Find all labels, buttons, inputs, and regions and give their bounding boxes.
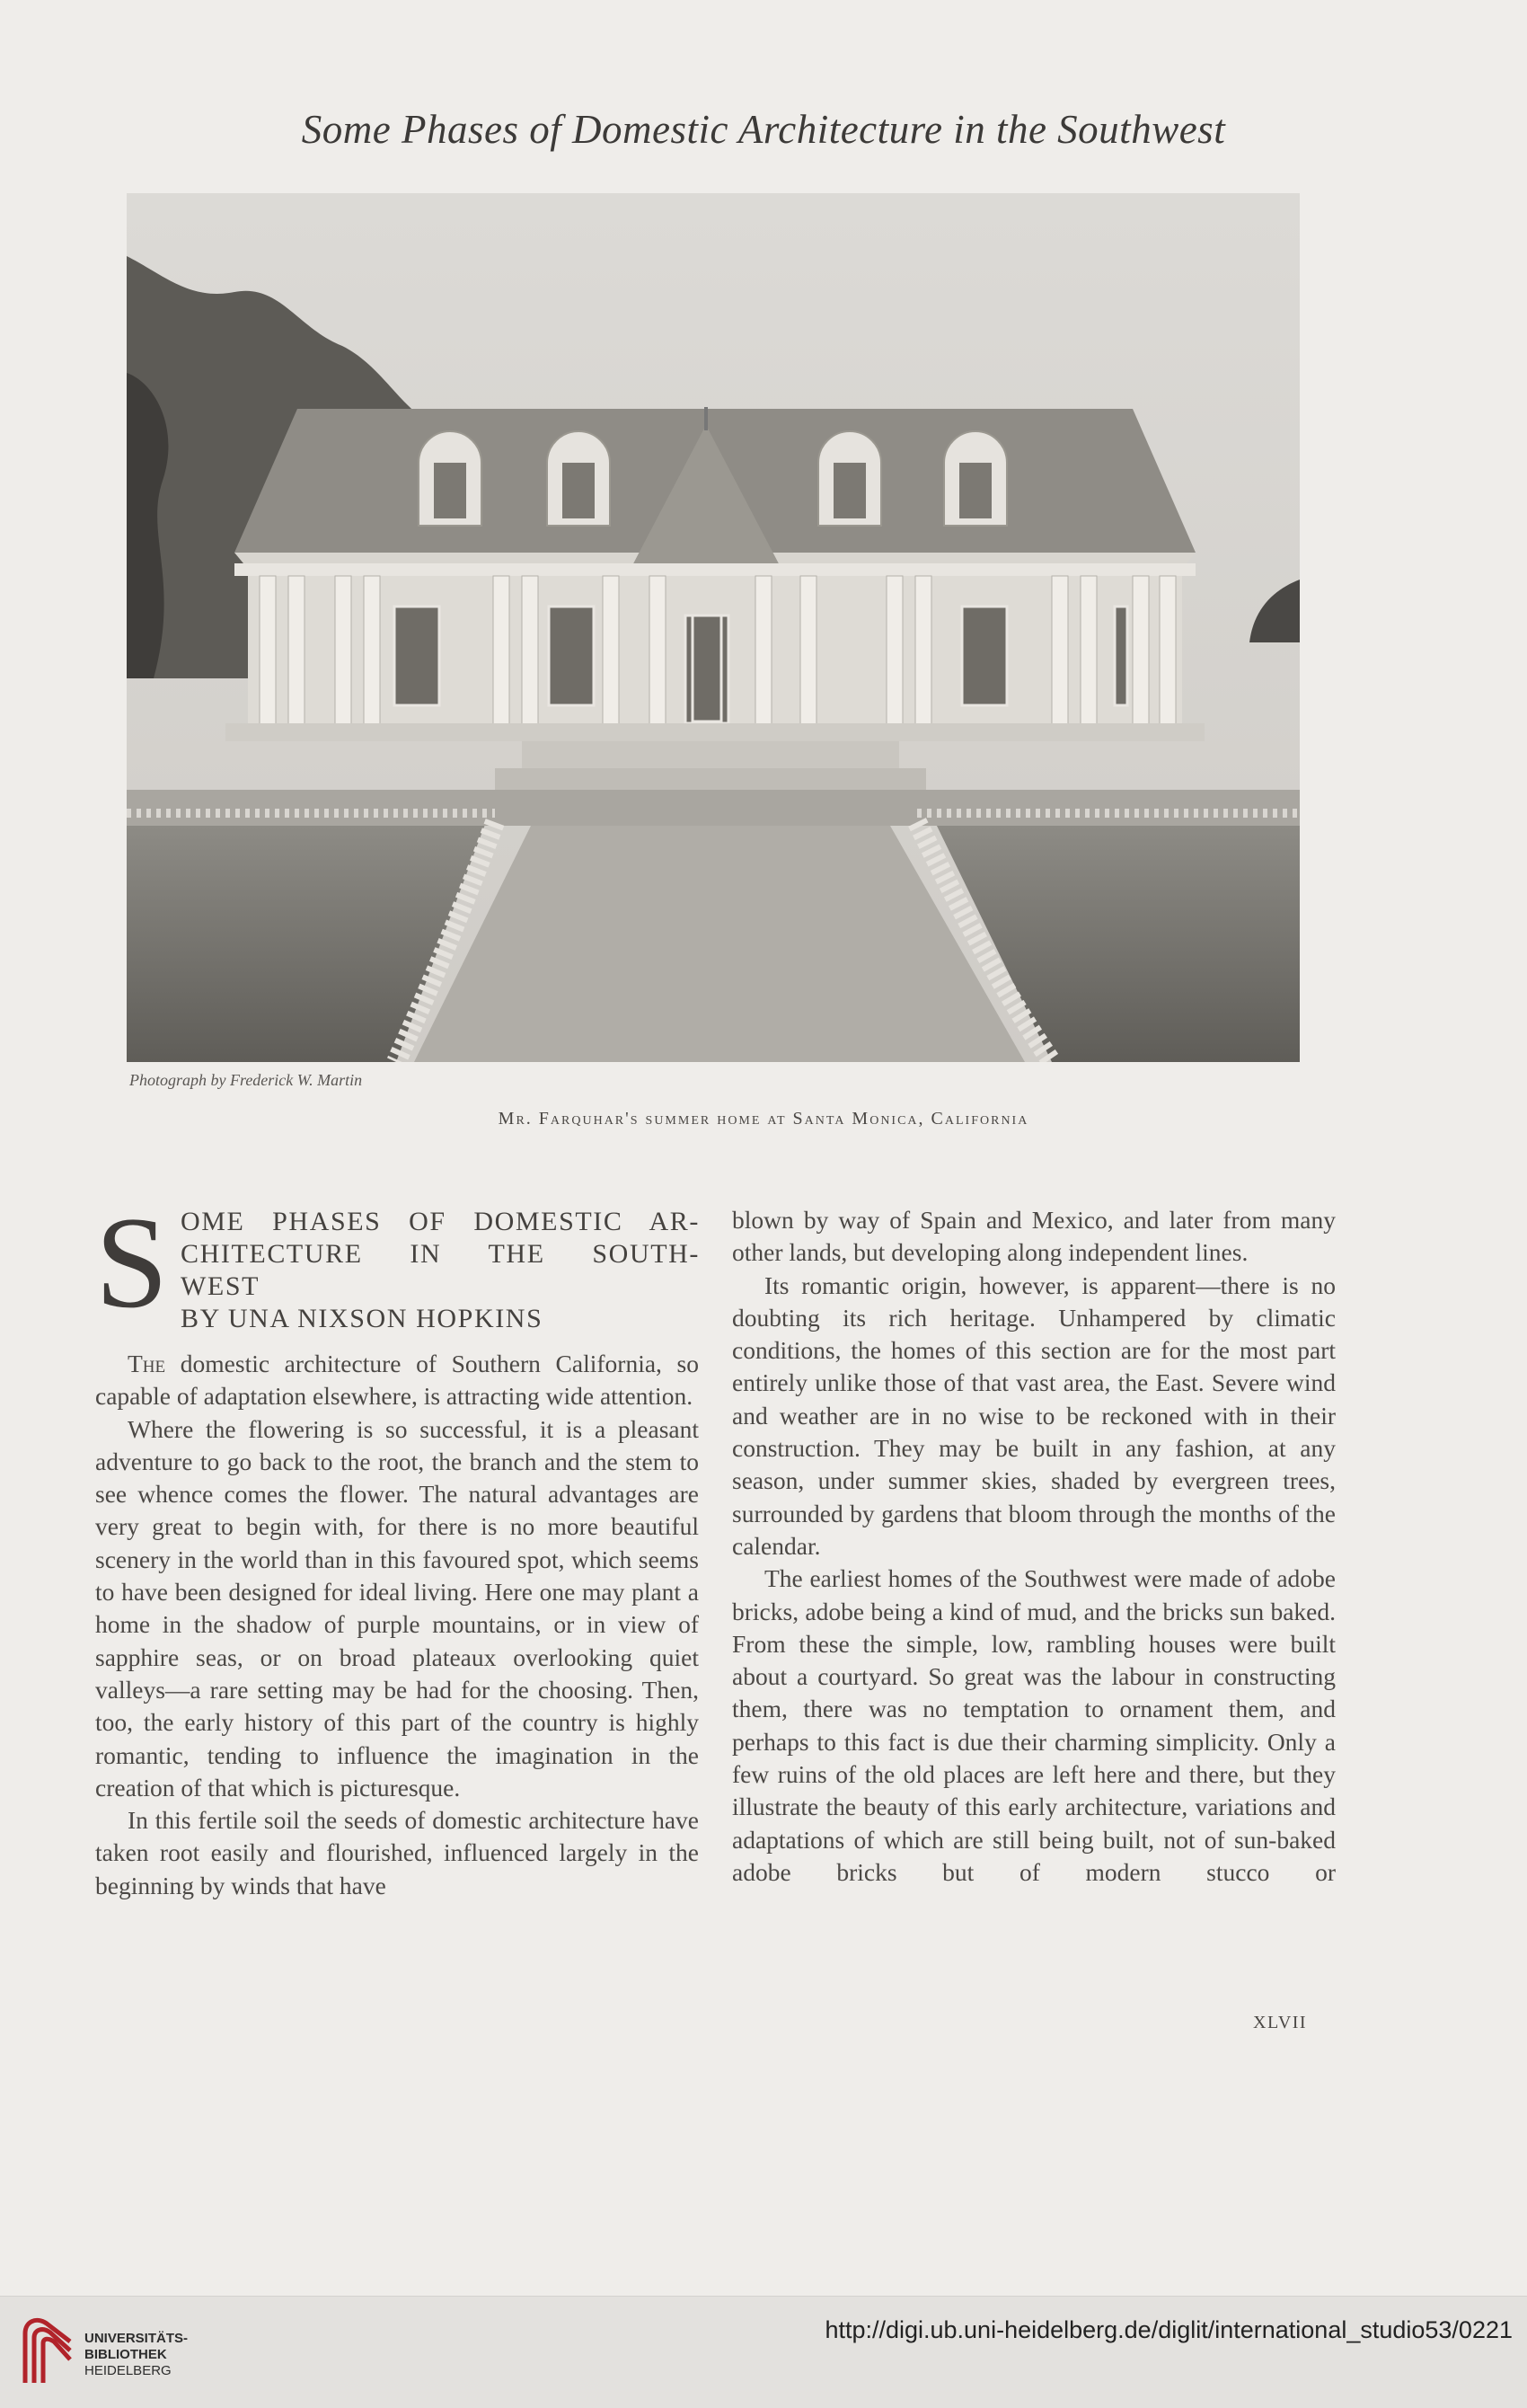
house-photograph: [127, 193, 1300, 1062]
title-lines: [181, 1206, 700, 1335]
drop-cap: S: [95, 1190, 169, 1335]
paragraph: Its romantic origin, however, is apparent—there is no doubting its rich heritage. Unhampered by climatic conditions, the homes of this section are for the most part entirely unlike those of that vast area, the East. Severe wind and weather are in no wise to be reckoned with in their construction. They may be built in any fashion, at any season, under summer skies, shaded by evergreen trees, surrounded by gardens that bloom through the months of the calendar.: [732, 1270, 1336, 1560]
source-url-link[interactable]: http://digi.ub.uni-heidelberg.de/diglit/international_studio53/0221: [825, 2316, 1513, 2343]
article-title: [95, 1190, 700, 1337]
title-line: OME PHASES OF DOMESTIC AR-: [181, 1207, 700, 1236]
paragraph: The domestic architecture of Southern California, so capable of adaptation elsewhere, is attracting wide attention.: [95, 1350, 699, 1411]
photo-credit: Photograph by Frederick W. Martin: [129, 1071, 363, 1089]
library-logo-icon: [18, 2311, 77, 2392]
title-line: CHITECTURE IN THE SOUTH-: [181, 1239, 700, 1269]
paragraph: The earliest homes of the Southwest were made of adobe bricks, adobe being a kind of mud, and the bricks sun baked. From these the simple, low, rambling houses were built about a courtyard. So great was the labour in constructing them, there was no temptation to ornament them, and perhaps to this fact is due their charming simplicity. Only a few ruins of the old places are left here and there, but they illustrate the beauty of this early architecture, variations and adaptations of which are still being built, not of sun-baked adobe bricks but of modern stucco or: [732, 1564, 1336, 1886]
library-name: UNIVERSITÄTS- BIBLIOTHEK HEIDELBERG: [84, 2331, 189, 2378]
title-line: WEST: [181, 1271, 260, 1301]
running-head: Some Phases of Domestic Architecture in the Southwest: [301, 107, 1226, 152]
page-number: XLVII: [1253, 2013, 1308, 2032]
paragraph: In this fertile soil the seeds of domestic architecture have taken root easily and flourished, influenced largely in the beginning by winds that have: [95, 1806, 699, 1899]
paragraph: Where the flowering is so successful, it is a pleasant adventure to go back to the root, the branch and the stem to see whence comes the flower. The natural advantages are very great to begin with, for there is no more beautiful scenery in the world than in this favoured spot, which seems to have been designed for ideal living. Here one may plant a home in the shadow of purple mountains, or in view of sapphire seas, or on broad plateaux overlooking quiet valleys—a rare setting may be had for the choosing. Then, too, the early history of this part of the country is highly romantic, tending to influence the imagination in the creation of that which is picturesque.: [95, 1414, 699, 1802]
lead-word: The: [128, 1350, 166, 1377]
photo-caption: Mr. Farquhar's summer home at Santa Monica, California: [498, 1109, 1029, 1129]
footer-bar: [0, 2296, 1527, 2408]
right-column: [732, 1204, 1336, 1889]
paragraph: blown by way of Spain and Mexico, and later from many other lands, but developing along independent lines.: [732, 1206, 1336, 1267]
byline: BY UNA NIXSON HOPKINS: [181, 1304, 543, 1333]
left-column: [95, 1190, 700, 1902]
